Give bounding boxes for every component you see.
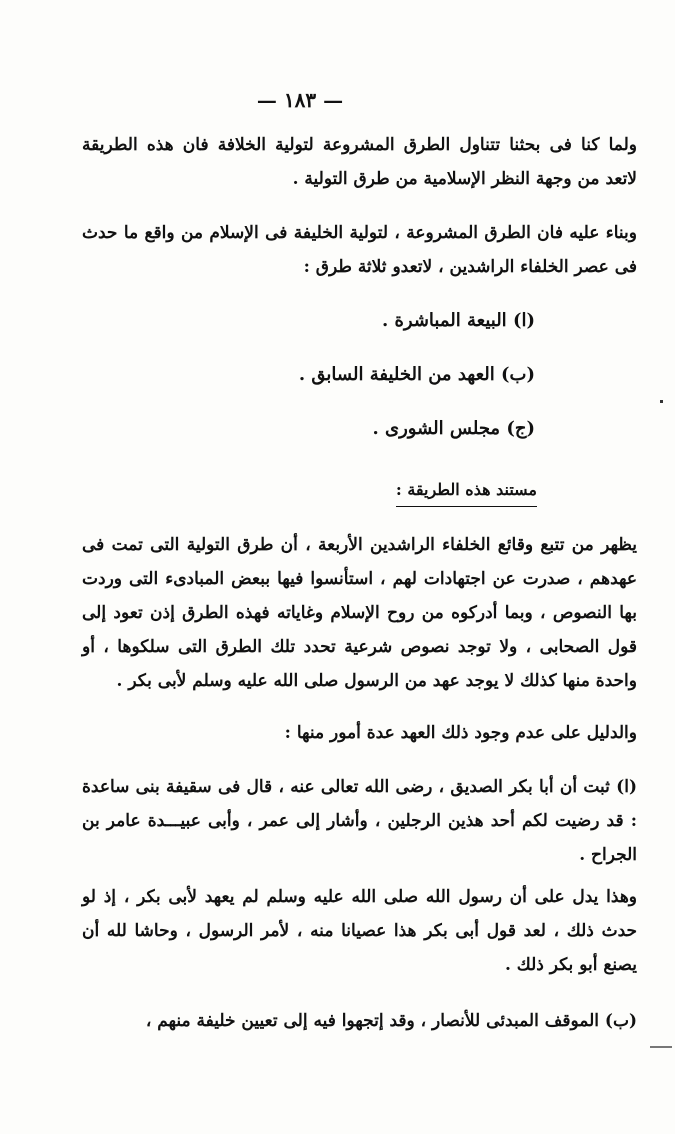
- page-number: — ١٨٣ —: [256, 88, 344, 112]
- paragraph-proof-a: (ا) ثبت أن أبا بكر الصديق ، رضى الله تعالى عنه ، قال فى سقيفة بنى ساعدة : قد رضيت لكم أحد هذين الرجلين ، وأشار إلى عمر ، وأبى عبيـــدة عامر بن الجراح .: [82, 777, 637, 865]
- paragraph-proof-intro: والدليل على عدم وجود ذلك العهد عدة أمور منها :: [284, 723, 637, 743]
- scan-speck: [650, 1046, 672, 1048]
- method-item-direct-pledge: (ا) البيعة المباشرة .: [381, 310, 535, 331]
- paragraph-proof-b: (ب) الموقف المبدئى للأنصار ، وقد إتجهوا فيه إلى تعيين خليفة منهم ،: [145, 1011, 637, 1031]
- paragraph-proof-commentary: وهذا يدل على أن رسول الله صلى الله عليه وسلم لم يعهد لأبى بكر ، إذ لو حدث ذلك ، لعد قول أبى بكر هذا عصيانا منه ، لأمر الرسول ، وحاشا لله أن يصنع أبو بكر ذلك .: [82, 887, 637, 975]
- section-heading: مستند هذه الطريقة :: [396, 476, 537, 507]
- scan-speck: [660, 400, 663, 403]
- paragraph-intro: ولما كنا فى بحثنا تتناول الطرق المشروعة لتولية الخلافة فان هذه الطريقة لاتعد من وجهة النظر الإسلامية من طرق التولية .: [82, 135, 637, 189]
- method-item-succession-covenant: (ب) العهد من الخليفة السابق .: [298, 364, 535, 385]
- method-item-shura-council: (ج) مجلس الشورى .: [372, 418, 535, 439]
- paragraph-legitimate-methods: وبناء عليه فان الطرق المشروعة ، لتولية الخليفة فى الإسلام من واقع ما حدث فى عصر الخلفاء الراشدين ، لاتعدو ثلاثة طرق :: [82, 223, 637, 277]
- paragraph-evidence-basis: يظهر من تتبع وقائع الخلفاء الراشدين الأربعة ، أن طرق التولية التى تمت فى عهدهم ، صدرت عن اجتهادات لهم ، استأنسوا فيها ببعض المبادىء التى وردت بها النصوص ، وبما أدركوه من روح الإسلام وغاياته فهذه الطرق إذن تعود إلى قول الصحابى ، ولا توجد نصوص شرعية تحدد تلك الطرق التى سلكوها ، أو واحدة منها كذلك لا يوجد عهد من الرسول صلى الله عليه وسلم لأبى بكر .: [82, 535, 637, 691]
